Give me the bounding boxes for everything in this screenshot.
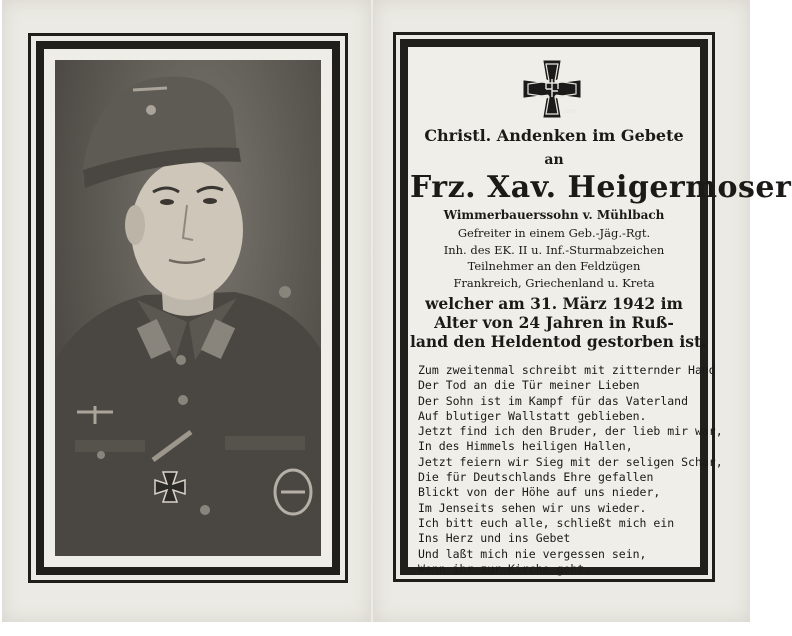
poem-line: Ins Herz und ins Gebet	[418, 531, 571, 546]
poem-line: Und laßt mich nie vergessen sein,	[418, 546, 647, 561]
poem-line: Ich bitt euch alle, schließt mich ein	[418, 515, 675, 530]
soldier-portrait	[55, 60, 321, 556]
occupation-line: Wimmerbauerssohn v. Mühlbach	[443, 208, 665, 222]
an-label: an	[544, 152, 564, 168]
poem-line: Wenn ihr zur Kirche geht.	[418, 561, 592, 576]
portrait-drawing	[55, 60, 321, 556]
poem-line: Der Sohn ist im Kampf für das Vaterland	[418, 393, 689, 408]
poem-line: Jetzt find ich den Bruder, der lieb mir war,	[418, 424, 723, 439]
rank-line: Gefreiter in einem Geb.-Jäg.-Rgt.	[457, 226, 651, 240]
death-line-1: welcher am 31. März 1942 im	[425, 294, 683, 313]
memorial-poem	[418, 363, 723, 577]
poem-line: Der Tod an die Tür meiner Lieben	[418, 378, 640, 393]
campaigns-line-2: Frankreich, Griechenland u. Kreta	[453, 276, 655, 290]
memorial-heading: Christl. Andenken im Gebete	[424, 126, 684, 145]
decorations-line: Inh. des EK. II u. Inf.-Sturmabzeichen	[443, 243, 665, 257]
deceased-name: Frz. Xav. Heigermoser	[410, 170, 792, 205]
death-line-3: land den Heldentod gestorben ist.	[410, 332, 707, 351]
campaigns-line-1: Teilnehmer an den Feldzügen	[467, 259, 641, 273]
poem-line: Blickt von der Höhe auf uns nieder,	[418, 485, 661, 500]
death-line-2: Alter von 24 Jahren in Ruß-	[434, 313, 674, 332]
poem-line: Jetzt feiern wir Sieg mit der seligen Schar,	[418, 454, 723, 469]
poem-line: Im Jenseits sehen wir uns wieder.	[418, 500, 647, 515]
cross-year: 1939	[563, 109, 576, 115]
poem-line: Auf blutiger Wallstatt geblieben.	[418, 408, 647, 423]
poem-line: In des Himmels heiligen Hallen,	[418, 439, 633, 454]
poem-line: Zum zweitenmal schreibt mit zitternder Hand	[418, 363, 716, 377]
poem-line: Die für Deutschlands Ehre gefallen	[418, 470, 654, 485]
iron-cross-icon	[522, 59, 582, 119]
